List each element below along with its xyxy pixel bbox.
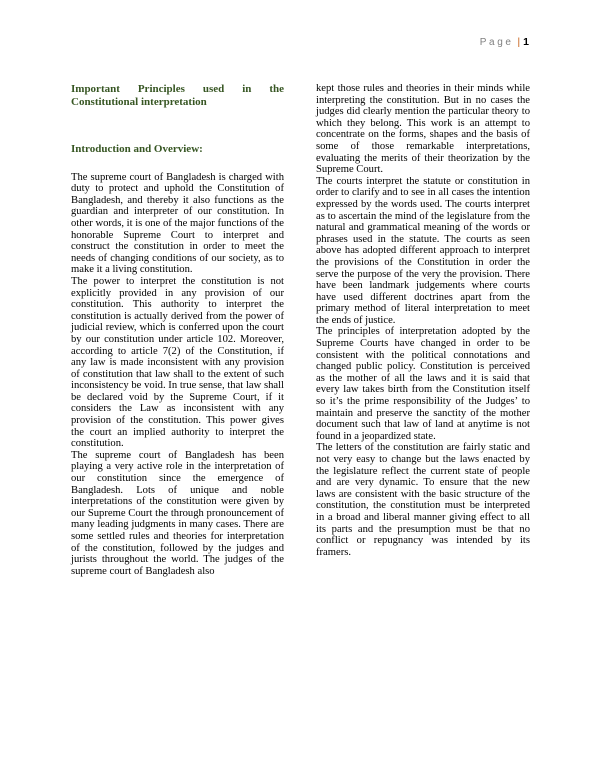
left-column [71,83,284,577]
page-header [480,36,529,48]
right-column [316,83,530,558]
body-paragraph: The courts interpret the statute or constitution in order to clarify and to see in all cases the intention expressed by the words used. The courts interpret as to ascertain the mind of the legislature from the natural and grammatical meaning of the words or phrases used in the statute. The courts as seen above has adopted different approach to interpret the provisions of the Constitution in order the serve the purpose of the very the provision. There have been landmark judgements where courts have used different doctrines apart from the primary method of literal interpretation to meet the ends of justice. [316,175,530,326]
body-paragraph: The letters of the constitution are fairly static and not very easy to change but the laws enacted by the legislature reflect the current state of people and are very dynamic. To ensure that the new laws are consistent with the basic structure of the constitution, the constitution must be interpreted in a broad and liberal manner giving effect to all its parts and the presumption must be that no conflict or repugnancy was intended by its framers. [316,442,530,558]
page-number: 1 [523,36,529,48]
body-paragraph: kept those rules and theories in their minds while interpreting the constitution. But in no cases the judges did clearly mention the particular theory to which they belong. This work is an attempt to concentrate on the forms, shapes and the basis of some of those remarkable interpretations, evaluating the merits of their theorization by the Supreme Court. [316,83,530,176]
page-label: Page [479,36,514,48]
document-title: Important Principles used in the Constitutional interpretation [71,83,284,109]
body-paragraph: The power to interpret the constitution is not explicitly provided in any provision of our constitution. This authority to interpret the constitution is actually derived from the power of judicial review, which is conferred upon the court by our constitution under article 102. Moreover, according to article 7(2) of the Constitution, if any law is made inconsistent with any provision of constitution that law shall to the extent of such inconsistency be void. In true sense, that law shall be declared void by the Supreme Court, if it considers the Law as inconsistent with any provision of the constitution. This power gives the court an implied authority to interpret the constitution. [71,275,284,450]
body-paragraph: The supreme court of Bangladesh is charged with duty to protect and uphold the Constitution of Bangladesh, and thereby it also functions as the guardian and interpreter of our constitution. In other words, it is one of the major functions of the honorable Supreme Court to interpret and construct the constitution in order to meet the needs of changing conditions of our society, as to make it a living constitution. [71,171,284,276]
body-paragraph: The supreme court of Bangladesh has been playing a very active role in the interpretation of our constitution since the emergence of Bangladesh. Lots of unique and noble interpretations of the constitution were given by our Supreme Court the through pronouncement of many leading judgments in many cases. There are some settled rules and theories for interpretation of the constitution, followed by the judges and jurists throughout the world. The judges of the supreme court of Bangladesh also [71,449,284,577]
page-separator: | [517,36,521,48]
body-paragraph: The principles of interpretation adopted by the Supreme Courts have changed in order to be consistent with the political connotations and changed public policy. Constitution is perceived as the mother of all the laws and it is said that every law takes birth from the Constitution itself so it’s the prime responsibility of the Judges’ to maintain and preserve the sanctity of the mother document such that law of land at anytime is not found in a jeopardized state. [316,326,530,442]
section-heading: Introduction and Overview: [71,143,203,156]
